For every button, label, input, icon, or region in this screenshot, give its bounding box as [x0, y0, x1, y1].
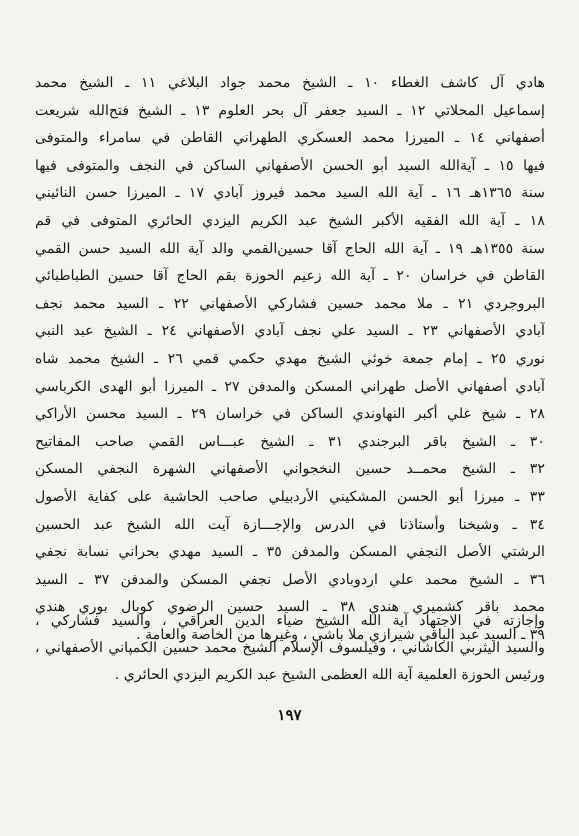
text-line: محمد باقر كشميري هندي ٣٨ ـ السيد حسين الرضوي كوبال بوري هندي — [35, 599, 545, 616]
page-number: ١٩٧ — [277, 706, 302, 724]
text-line: إسماعيل المحلاتي ١٢ ـ السيد جعفر آل بحر العلوم ١٣ ـ الشيخ فتح‌الله شريعت — [35, 102, 545, 119]
text-line: البروجردي ٢١ ـ ملا محمد حسين فشاركي الأصفهاني ٢٢ ـ السيد محمد نجف — [35, 295, 545, 312]
text-line: الرشتي الأصل النجفي المسكن والمدفن ٣٥ ـ السيد مهدي بحراني نسابة نجفي — [35, 544, 545, 561]
text-line: أصفهاني ١٤ ـ الميرزا محمد العسكري الطهراني القاطن في سامراء والمتوفى — [35, 130, 545, 147]
text-line: ٢٨ ـ شيخ علي أكبر النهاوندي الساكن في خراسان ٢٩ ـ السيد محسن الأراكي — [35, 406, 545, 423]
main-paragraph — [35, 70, 545, 649]
text-line: آبادي أصفهاني الأصل طهراني المسكن والمدفن ٢٧ ـ الميرزا أبو الهدى الكرباسي — [35, 378, 545, 395]
text-line: ٣٦ ـ الشيخ محمد علي اردوبادي الأصل نجفي المسكن والمدفن ٣٧ ـ السيد — [35, 571, 545, 588]
text-line: والسيد اليثربي الكاشاني ، وفيلسوف الإسلام الشيخ محمد حسين الكمپاني الأصفهاني ، — [35, 640, 545, 656]
text-line: ٣٢ ـ الشيخ محمــد حسين النخجواني الأصفهاني الشهرة النجفي المسكن — [35, 461, 545, 478]
text-line: نوري ٢٥ ـ إمام جمعة خوئي الشيخ مهدي حكمي قمي ٢٦ ـ الشيخ محمد شاه — [35, 350, 545, 367]
text-line: ٣٤ ـ وشيخنا وأستاذنا في الدرس والإجـــازة آيت الله الشيخ عبد الحسين — [35, 516, 545, 533]
text-line: آبادي الأصفهاني ٢٣ ـ السيد علي نجف آبادي الأصفهاني ٢٤ ـ الشيخ عبد النبي — [35, 323, 545, 340]
text-line: ورئيس الحوزة العلمية آية الله العظمى الشيخ عبد الكريم اليزدي الحائري . — [114, 667, 545, 683]
text-line: سنة ١٣٥٥هـ ١٩ ـ آية الله الحاج آقا حسين‌القمي والد آية الله السيد حسن القمي — [35, 240, 545, 257]
text-line: ١٨ ـ آية الله الفقيه الأكبر الشيخ عبد الكريم اليزدي الحائري المتوفى في قم — [35, 212, 545, 229]
text-line: ٣٠ ـ الشيخ باقر البرجندي ٣١ ـ الشيخ عبـــاس القمي صاحب المفاتيح — [35, 433, 545, 450]
text-line: ٣٩ ـ السيد عبد الباقي شيرازي ملا باشي ، وغيرها من الخاصة والعامة . — [136, 626, 545, 643]
text-line: القاطن في خراسان ٢٠ ـ آية الله زعيم الحوزة بقم الحاج آقا حسين الطباطبائي — [35, 268, 545, 285]
ijaza-paragraph — [35, 608, 545, 689]
text-line: وإجازته في الاجتهاد آية الله الشيخ ضياء الدين العراقي ، والسيد فشاركي ، — [35, 613, 545, 629]
text-line: هادي آل كاشف الغطاء ١٠ ـ الشيخ محمد جواد البلاغي ١١ ـ الشيخ محمد — [35, 75, 545, 91]
text-line: سنة ١٣٦٥هـ ١٦ ـ آية الله السيد محمد فيروز آبادي ١٧ ـ الميرزا حسن النائيني — [35, 185, 545, 202]
text-line: ٣٣ ـ ميرزا أبو الحسن المشكيني الأردبيلي صاحب الحاشية على كفاية الأصول — [35, 488, 545, 505]
text-line: فيها ١٥ ـ آية‌الله السيد أبو الحسن الأصفهاني الساكن في النجف والمتوفى فيها — [35, 157, 545, 174]
